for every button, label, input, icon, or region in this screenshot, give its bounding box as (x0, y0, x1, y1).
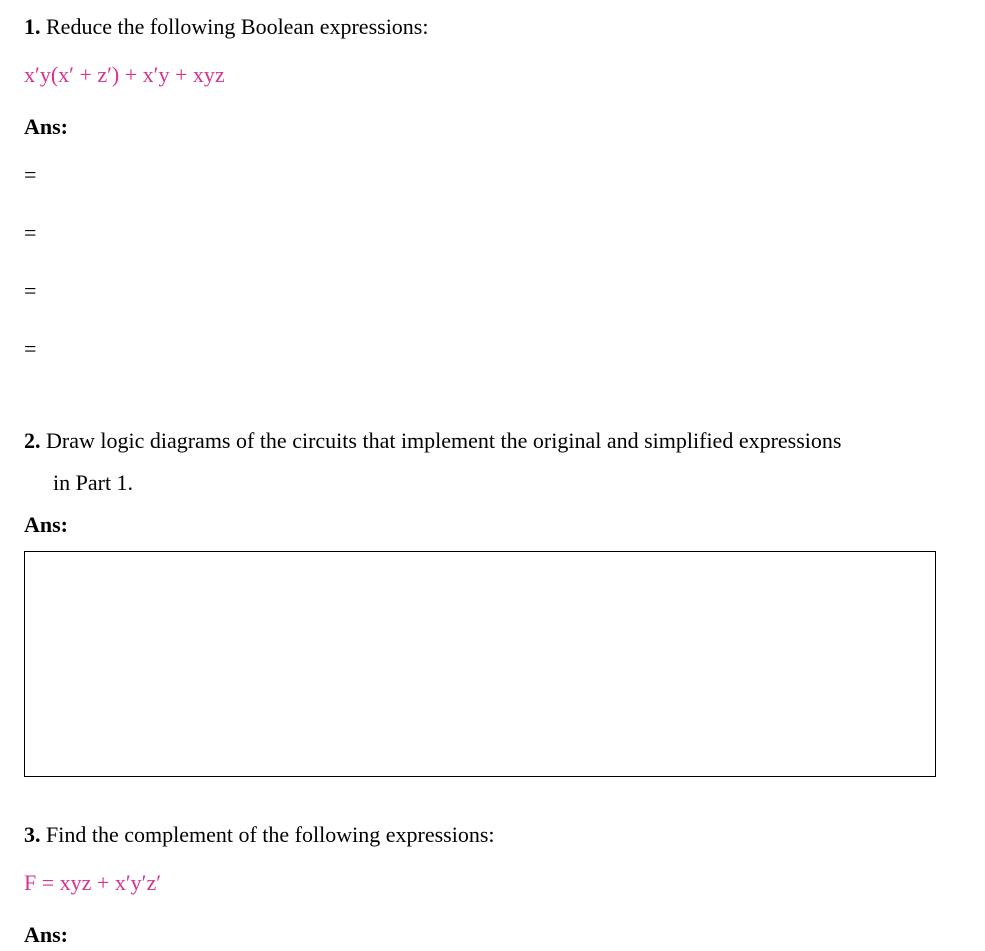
question-3-ans-label: Ans: (24, 922, 69, 947)
question-2-ans-label: Ans: (24, 512, 69, 537)
question-3-expression: F = xyz + x′y′z′ (24, 870, 162, 895)
question-3 (24, 822, 495, 848)
diagram-answer-box[interactable] (24, 551, 936, 777)
step-equals-1: = (24, 162, 37, 187)
question-1 (24, 14, 428, 40)
question-1-number: 1. (24, 14, 41, 39)
question-2-text-line2: in Part 1. (53, 470, 134, 495)
question-1-ans-label: Ans: (24, 114, 69, 139)
question-3-text: Find the complement of the following expressions: (46, 822, 495, 847)
question-1-text: Reduce the following Boolean expressions: (46, 14, 429, 39)
question-3-number: 3. (24, 822, 41, 847)
question-2-text-line1: Draw logic diagrams of the circuits that implement the original and simplified expressions (46, 428, 842, 453)
step-equals-4: = (24, 336, 37, 361)
question-2 (24, 428, 841, 454)
question-2-number: 2. (24, 428, 41, 453)
step-equals-3: = (24, 278, 37, 303)
question-1-expression: x′y(x′ + z′) + x′y + xyz (24, 62, 225, 87)
step-equals-2: = (24, 220, 37, 245)
